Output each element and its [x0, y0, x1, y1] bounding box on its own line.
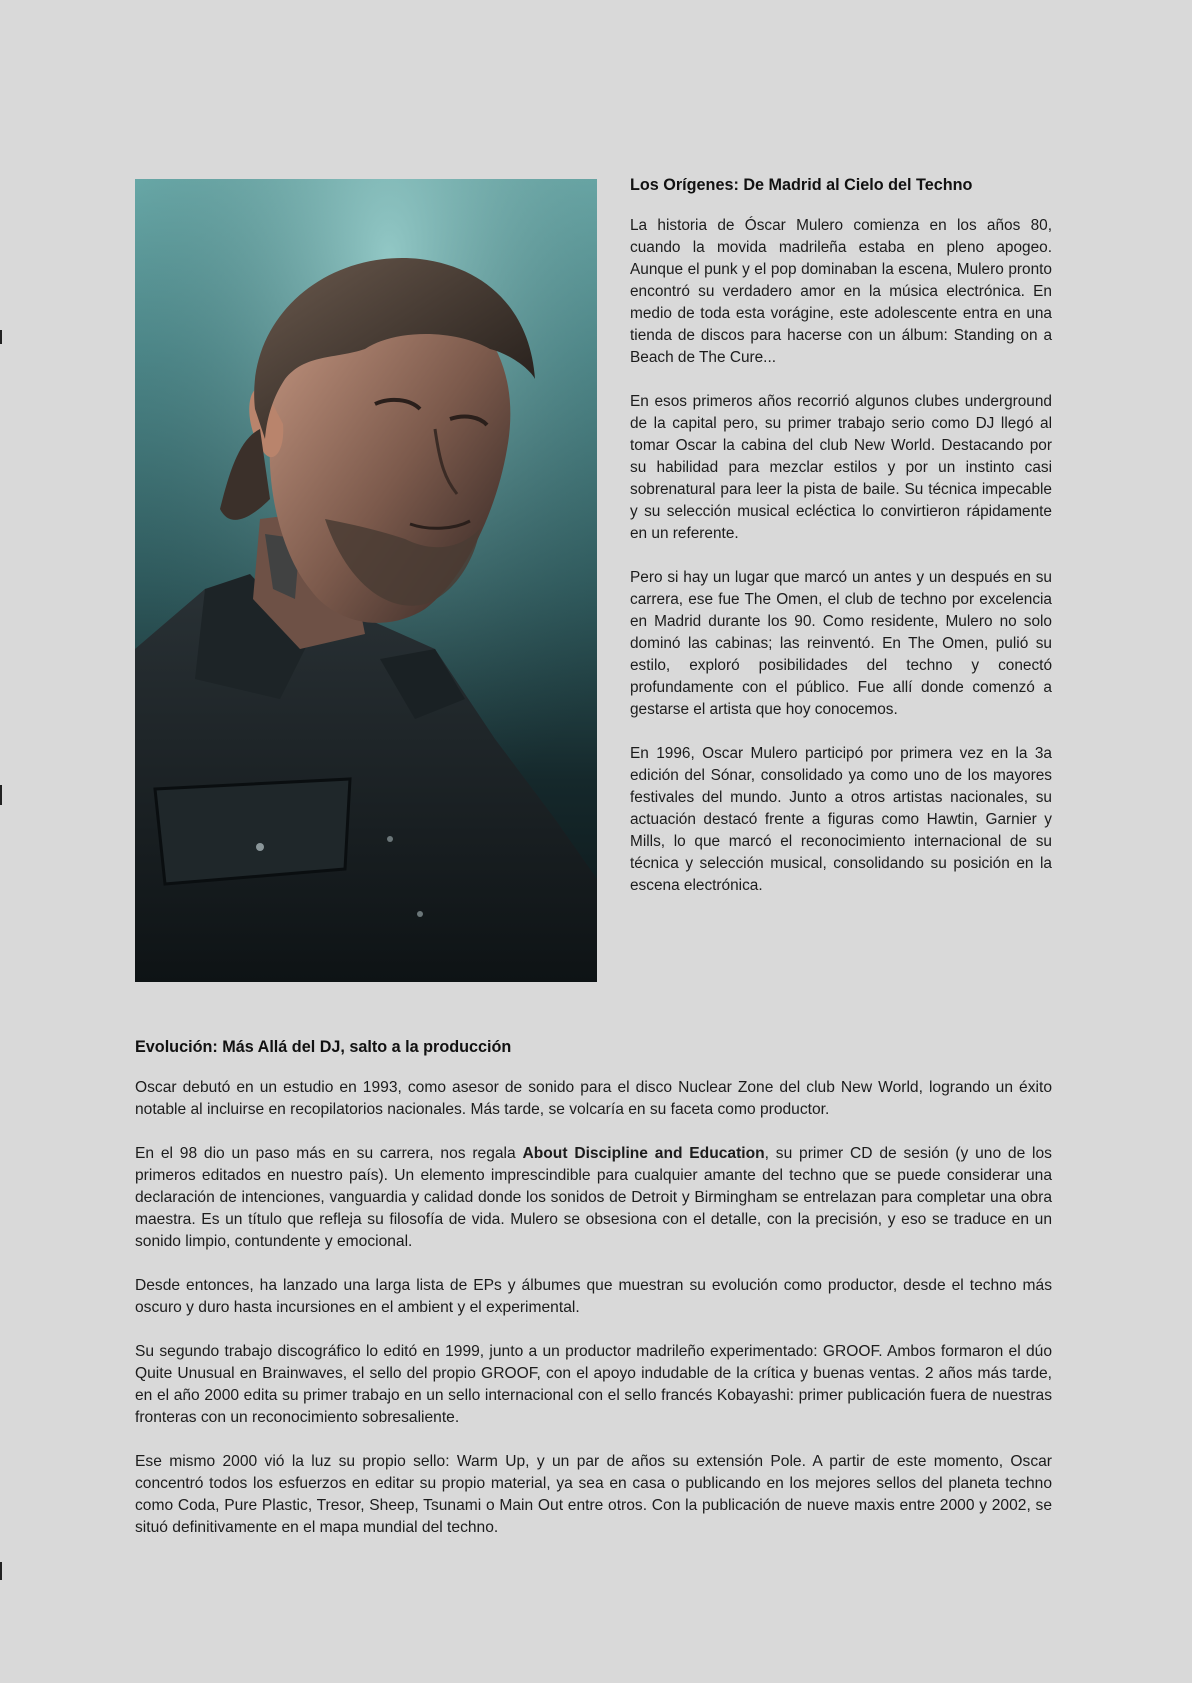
origins-section [630, 174, 1052, 919]
evolution-paragraph-5: Ese mismo 2000 vió la luz su propio sello: Warm Up, y un par de años su extensión Pole. A partir de este momento, Oscar concentró todos los esfuerzos en editar su propio material, ya sea en casa o publicando en los mejores sellos del planeta techno como Coda, Pure Plastic, Tresor, Sheep, Tsunami o Main Out entre otros. Con la publicación de nueve maxis entre 2000 y 2002, se situó definitivamente en el mapa mundial del techno. [135, 1453, 1052, 1536]
paragraph-text: En el 98 dio un paso más en su carrera, nos regala [135, 1145, 523, 1162]
page-edge-mark [0, 330, 2, 344]
evolution-paragraph-3: Desde entonces, ha lanzado una larga lista de EPs y álbumes que muestran su evolución como productor, desde el techno más oscuro y duro hasta incursiones en el ambient y el experimental. [135, 1277, 1052, 1316]
page-edge-mark [0, 785, 2, 805]
section-title-origins: Los Orígenes: De Madrid al Cielo del Techno [630, 176, 973, 194]
section-title-evolution: Evolución: Más Allá del DJ, salto a la producción [135, 1038, 512, 1056]
page-edge-mark [0, 1562, 2, 1580]
paragraph-text: , su primer CD de sesión (y uno de los primeros editados en nuestro país). Un elemento imprescindible para cualquier amante del techno que se puede considerar una declaración de intenciones, vanguardia y calidad donde los sonidos de Detroit y Birmingham se entrelazan para completar una obra maestra. Es un título que refleja su filosofía de vida. Mulero se obsesiona con el detalle, con la precisión, y eso se traduce en un sonido limpio, contundente y emocional. [135, 1145, 1052, 1250]
origins-paragraph-1: La historia de Óscar Mulero comienza en los años 80, cuando la movida madrileña estaba en pleno apogeo. Aunque el punk y el pop dominaban la escena, Mulero pronto encontró su verdadero amor en la música electrónica. En medio de toda esta vorágine, este adolescente entra en una tienda de discos para hacerse con un álbum: Standing on a Beach de The Cure... [630, 217, 1052, 366]
portrait-photo [135, 179, 597, 982]
evolution-section [135, 1036, 1052, 1561]
evolution-paragraph-2 [135, 1143, 1052, 1253]
origins-paragraph-2: En esos primeros años recorrió algunos clubes underground de la capital pero, su primer trabajo serio como DJ llegó al tomar Oscar la cabina del club New World. Destacando por su habilidad para mezclar estilos y por un instinto casi sobrenatural para leer la pista de baile. Su técnica impecable y su selección musical ecléctica lo convirtieron rápidamente en un referente. [630, 393, 1052, 542]
origins-paragraph-3: Pero si hay un lugar que marcó un antes y un después en su carrera, ese fue The Omen, el club de techno por excelencia en Madrid durante los 90. Como residente, Mulero no solo dominó las cabinas; las reinventó. En The Omen, pulió su estilo, exploró posibilidades del techno y conectó profundamente con el público. Fue allí donde comenzó a gestarse el artista que hoy conocemos. [630, 569, 1052, 718]
evolution-paragraph-1: Oscar debutó en un estudio en 1993, como asesor de sonido para el disco Nuclear Zone del club New World, logrando un éxito notable al incluirse en recopilatorios nacionales. Más tarde, se volcaría en su faceta como productor. [135, 1079, 1052, 1118]
origins-paragraph-4: En 1996, Oscar Mulero participó por primera vez en la 3a edición del Sónar, consolidado ya como uno de los mayores festivales del mundo. Junto a otros artistas nacionales, su actuación destacó frente a figuras como Hawtin, Garnier y Mills, lo que marcó el reconocimiento internacional de su técnica y selección musical, consolidando su posición en la escena electrónica. [630, 745, 1052, 894]
evolution-paragraph-4: Su segundo trabajo discográfico lo editó en 1999, junto a un productor madrileño experimentado: GROOF. Ambos formaron el dúo Quite Unusual en Brainwaves, el sello del propio GROOF, con el apoyo indudable de la crítica y buenas ventas. 2 años más tarde, en el año 2000 edita su primer trabajo en un sello internacional con el sello francés Kobayashi: primer publicación fuera de nuestras fronteras con un reconocimiento sobresaliente. [135, 1343, 1052, 1426]
album-title-bold: About Discipline and Education [522, 1145, 765, 1162]
portrait-illustration [135, 179, 597, 982]
